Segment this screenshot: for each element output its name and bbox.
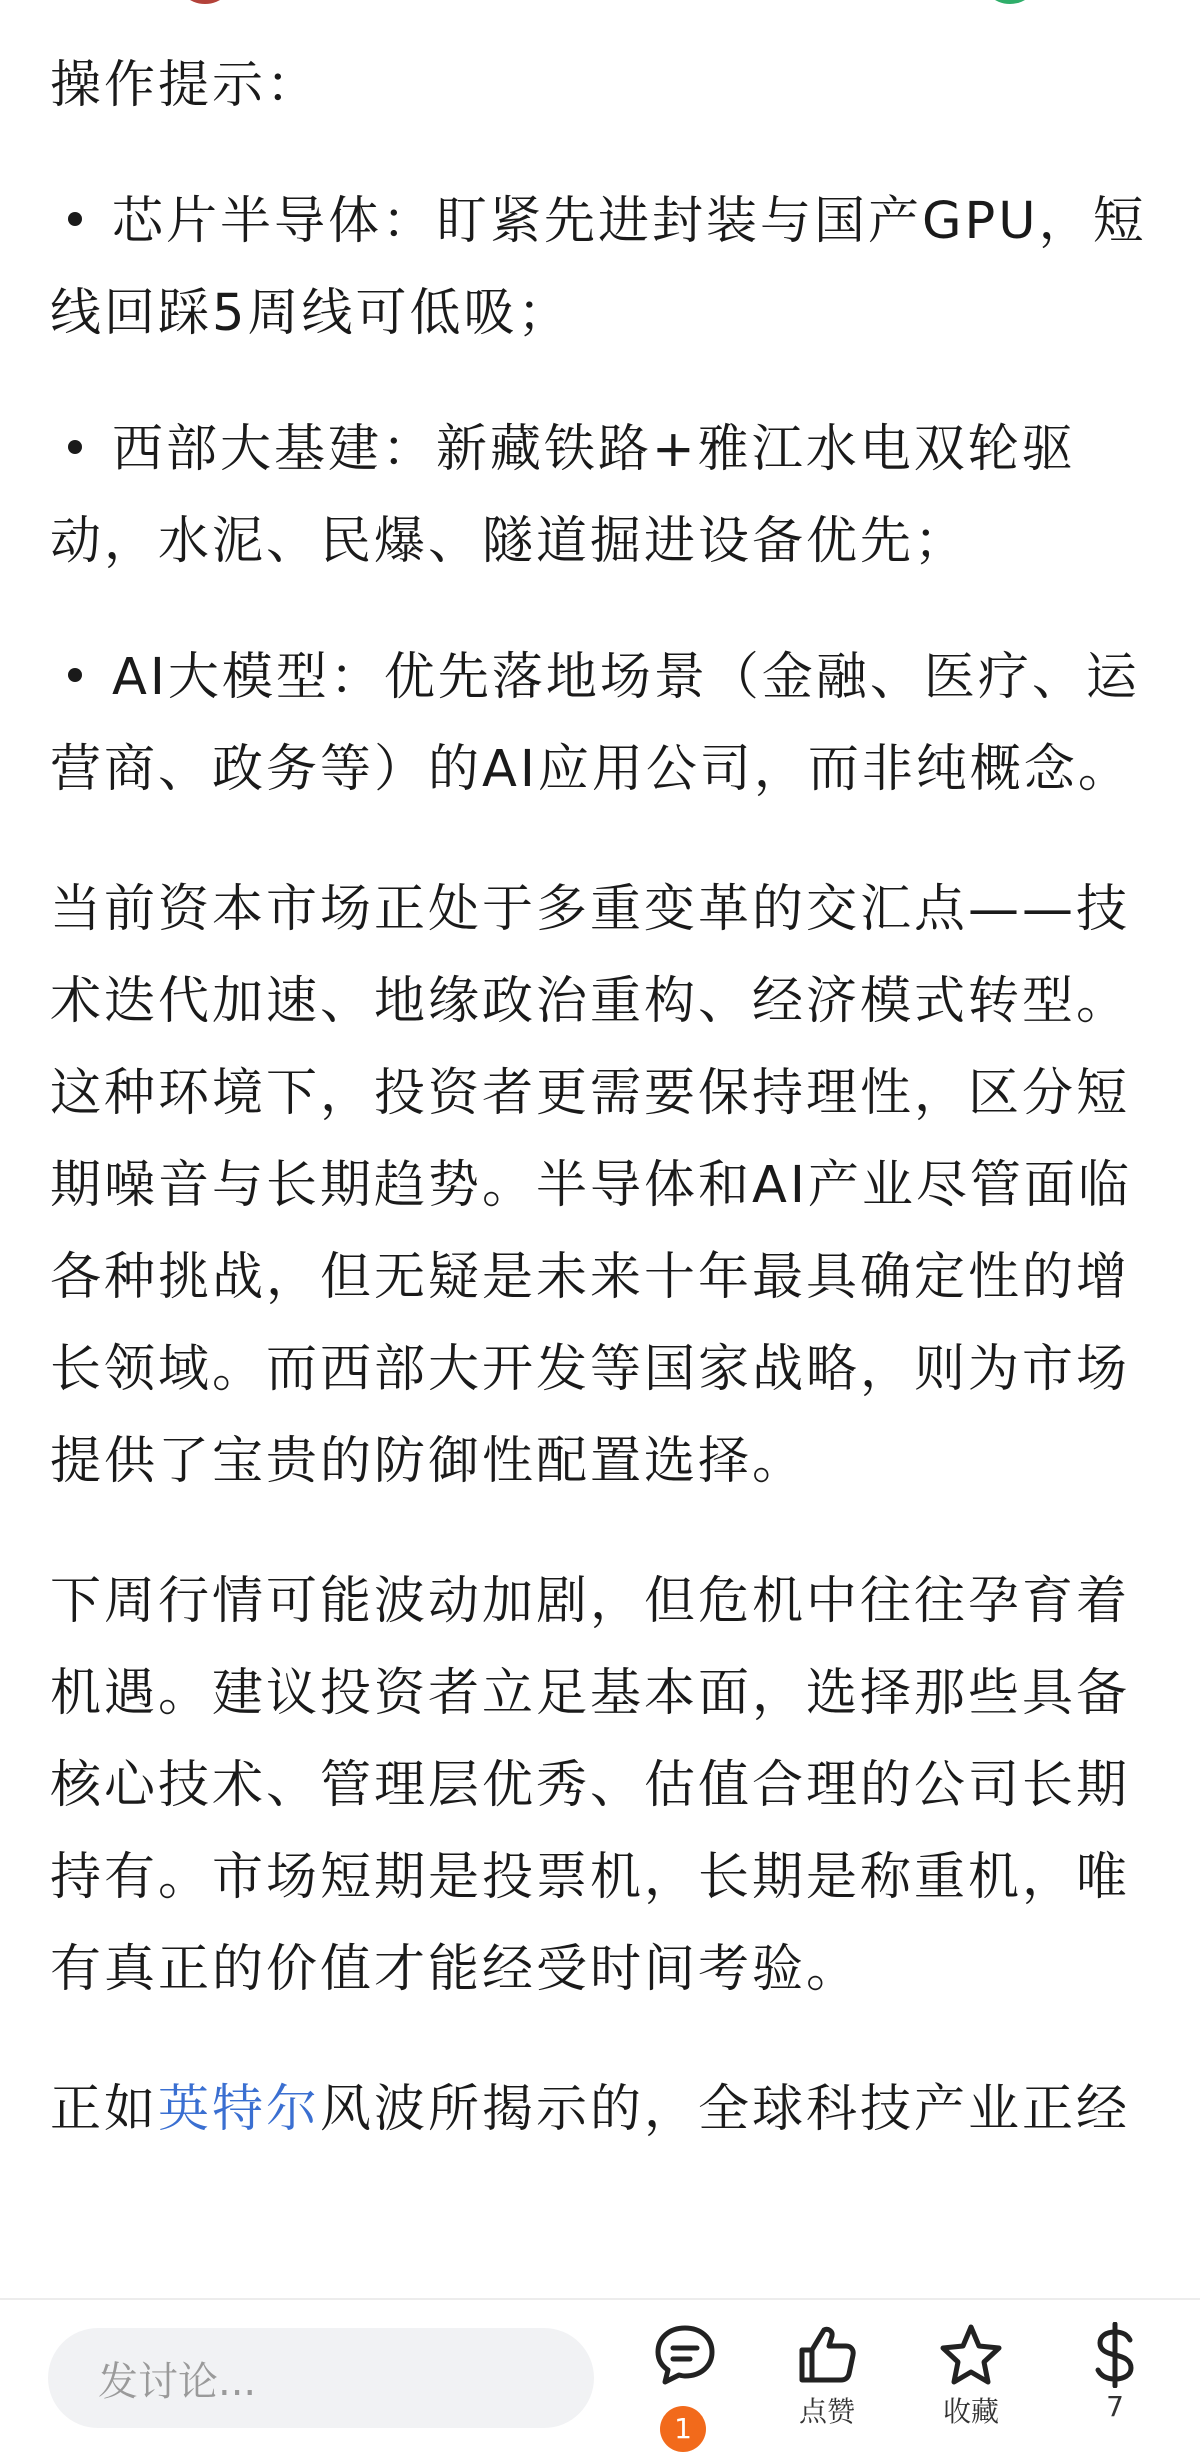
comment-placeholder: 发讨论...	[98, 2358, 257, 2405]
star-icon	[938, 2322, 1004, 2388]
paragraph-intel-prefix: 正如	[50, 2080, 159, 2139]
like-label: 点赞	[798, 2395, 855, 2428]
bullet-dot	[68, 440, 82, 454]
bullet-dot	[68, 212, 82, 226]
favorite-button[interactable]	[916, 2322, 1026, 2442]
thumbs-up-icon	[794, 2322, 860, 2388]
bullet-text: 芯片半导体：盯紧先进封装与国产GPU，短线回踩5周线可低吸；	[50, 192, 1147, 343]
comment-input[interactable]	[48, 2328, 594, 2428]
like-button[interactable]	[772, 2322, 882, 2442]
paragraph-market-analysis: 当前资本市场正处于多重变革的交汇点——技术迭代加速、地缘政治重构、经济模式转型。这种环境下，投资者更需要保持理性，区分短期噪音与长期趋势。半导体和AI产业尽管面临各种挑战，但无疑是未来十年最具确定性的增长领域。而西部大开发等国家战略，则为市场提供了宝贵的防御性配置选择。	[50, 880, 1132, 1491]
paragraph-intel	[50, 2064, 1150, 2156]
tip-count: 7	[1106, 2390, 1124, 2423]
bullet-item-semiconductor	[50, 176, 1150, 360]
bullet-text: 西部大基建：新藏铁路+雅江水电双轮驱动，水泥、民爆、隧道掘进设备优先；	[50, 420, 1076, 571]
tip-button[interactable]	[1060, 2322, 1170, 2442]
bullet-text: AI大模型：优先落地场景（金融、医疗、运营商、政务等）的AI应用公司，而非纯概念。	[50, 648, 1140, 799]
status-indicator-fragment	[980, 0, 1040, 4]
paragraph-intel-suffix: 风波所揭示的，全球科技产业正经	[320, 2080, 1131, 2139]
paragraph-outlook: 下周行情可能波动加剧，但危机中往往孕育着机遇。建议投资者立足基本面，选择那些具备核心技术、管理层优秀、估值合理的公司长期持有。市场短期是投票机，长期是称重机，唯有真正的价值才能经受时间考验。	[50, 1572, 1131, 1999]
stock-link-intel[interactable]: 英特尔	[158, 2080, 321, 2139]
dollar-icon	[1082, 2322, 1148, 2388]
author-avatar-fragment	[175, 0, 235, 4]
tips-heading: 操作提示：	[50, 56, 321, 115]
bullet-item-infrastructure	[50, 404, 1150, 588]
bottom-action-bar	[0, 2298, 1200, 2452]
article-body	[50, 40, 1150, 2156]
comment-bubble-icon	[652, 2322, 718, 2388]
favorite-label: 收藏	[942, 2395, 999, 2428]
comment-button[interactable]	[630, 2322, 740, 2445]
bullet-item-ai-model	[50, 632, 1150, 816]
comment-count-badge: 1	[660, 2406, 706, 2452]
bullet-dot	[68, 668, 82, 682]
